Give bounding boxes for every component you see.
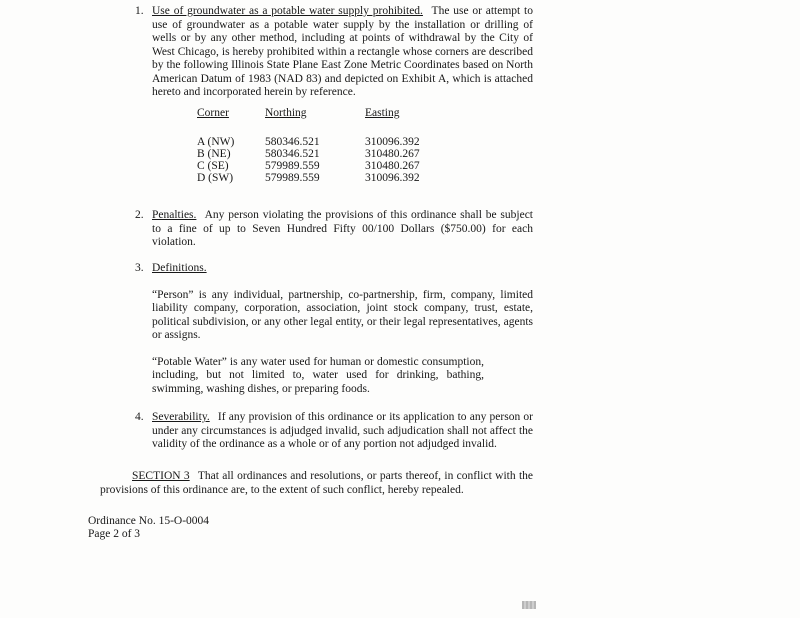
table-cell-corner: B (NE) xyxy=(197,147,231,160)
item-text xyxy=(152,209,533,250)
coordinates-table xyxy=(197,107,485,185)
table-header-northing: Northing xyxy=(265,107,307,119)
list-item-2 xyxy=(135,209,533,250)
item-body-text: The use or attempt to use of groundwater as a potable water supply by the installation or drilling of wells or by any other method, including at points of withdrawal by the City of West Chicago, is hereby prohibited within a rectangle whose corners are described by the following Illinois State Plane East Zone Metric Coordinates based on North American Datum of 1983 (NAD 83) and depicted on Exhibit A, which is attached hereto and incorporated herein by reference. xyxy=(152,5,533,98)
table-cell-northing: 579989.559 xyxy=(265,160,320,173)
table-cell-easting: 310096.392 xyxy=(365,172,420,185)
table-cell-corner: A (NW) xyxy=(197,135,235,148)
page-number: Page 2 of 3 xyxy=(88,527,141,540)
item-body-text: Any person violating the provisions of this ordinance shall be subject to a fine of up to Seven Hundred Fifty 00/100 Dollars ($750.00) for each violation. xyxy=(152,209,534,248)
item-number: 3. xyxy=(135,262,144,274)
item-number: 4. xyxy=(135,411,144,423)
scan-artifact xyxy=(522,601,536,609)
item-heading: Definitions. xyxy=(152,262,207,274)
item-body-text: If any provision of this ordinance or its application to any person or under any circumstances is adjudged invalid, such adjudication shall not affect the validity of the ordinance as a whole or of any portion not adjudged invalid. xyxy=(152,411,533,450)
item-heading: Severability. xyxy=(152,411,210,423)
item-text xyxy=(152,262,533,396)
list-item-3 xyxy=(135,262,533,396)
item-heading: Penalties. xyxy=(152,209,197,221)
table-cell-easting: 310096.392 xyxy=(365,135,420,148)
item-number: 2. xyxy=(135,209,144,221)
table-cell-northing: 579989.559 xyxy=(265,172,320,185)
ordinance-number: Ordinance No. 15-O-0004 xyxy=(88,515,210,527)
table-header-corner: Corner xyxy=(197,107,229,119)
table-cell-corner: C (SE) xyxy=(197,160,229,173)
list-item-4 xyxy=(135,411,533,452)
section-heading: SECTION 3 xyxy=(132,470,190,482)
table-cell-northing: 580346.521 xyxy=(265,135,320,148)
table-cell-easting: 310480.267 xyxy=(365,147,420,160)
section-3-paragraph xyxy=(100,470,533,497)
definition-potable-water: “Potable Water” is any water used for human or domestic consumption, including, but not limited to, water used for drinking, bathing, swimming, washing dishes, or preparing foods. xyxy=(152,355,484,395)
section-body-text: That all ordinances and resolutions, or parts thereof, in conflict with the provisions of this ordinance are, to the extent of such conflict, hereby repealed. xyxy=(100,470,534,496)
item-text xyxy=(152,5,533,100)
page-footer xyxy=(88,515,209,540)
item-heading: Use of groundwater as a potable water supply prohibited. xyxy=(152,5,423,17)
table-cell-northing: 580346.521 xyxy=(265,147,320,160)
table-cell-easting: 310480.267 xyxy=(365,160,420,173)
list-item-1 xyxy=(135,5,533,100)
table-header-easting: Easting xyxy=(365,107,400,119)
table-cell-corner: D (SW) xyxy=(197,172,234,185)
item-number: 1. xyxy=(135,5,144,17)
definition-person: “Person” is any individual, partnership, co-partnership, firm, company, limited liability company, corporation, association, joint stock company, trust, estate, political subdivision, or any other legal entity, or their legal representatives, agents or assigns. xyxy=(152,288,533,341)
item-text xyxy=(152,411,533,452)
